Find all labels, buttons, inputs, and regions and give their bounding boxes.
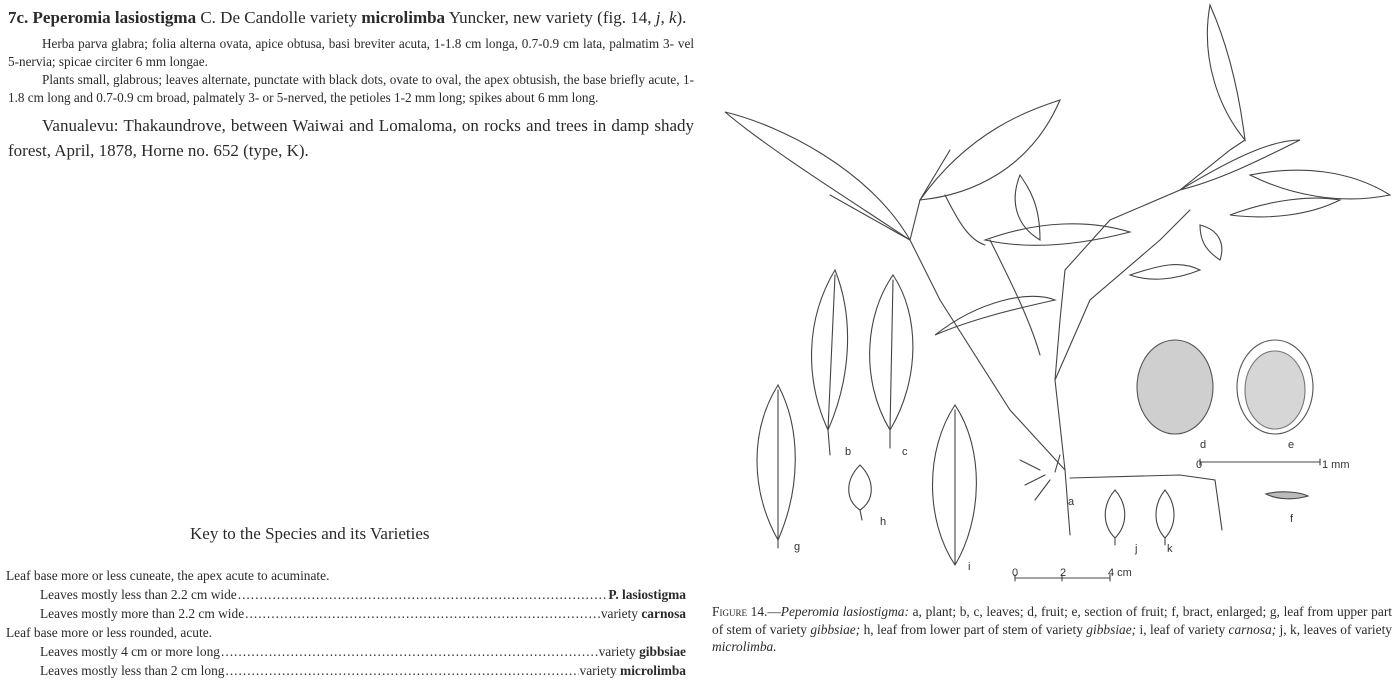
key-row-text: Leaves mostly 4 cm or more long [40,644,220,659]
label-b: b [845,446,852,458]
plant-leaf [1250,170,1390,199]
caption-microlimba: microlimba. [712,639,777,654]
plant-leaf [1130,265,1200,280]
key-row-result [580,661,686,680]
key-result-taxon: gibbsiae [639,644,686,659]
botanical-drawing [710,0,1400,600]
plant-leaf [935,296,1055,335]
leaf-h [849,465,872,520]
heading-fig-j: j [655,8,661,27]
key-title: Key to the Species and its Varieties [190,524,430,543]
figure-14-illustration [710,0,1400,600]
key-result-taxon: microlimba [620,663,686,678]
key-row-text: Leaf base more or less rounded, acute. [6,625,212,640]
plant-leaf [1200,225,1222,260]
key-row-text: Leaves mostly more than 2.2 cm wide [40,606,245,621]
label-e: e [1288,439,1295,451]
key-row-text: Leaves mostly less than 2 cm long [40,663,225,678]
species-heading [8,6,694,29]
plant-stem-4 [830,195,910,240]
label-f: f [1290,513,1294,525]
key-result-taxon: carnosa [641,606,686,621]
leaf-i [933,405,977,565]
leader-dots [238,585,608,604]
plant-leaf [725,112,910,240]
english-description: Plants small, glabrous; leaves alternate, punctate with black dots, ovate to oval, the apex obtusish, the base briefly acute, 1-1.8 cm long and 0.7-0.9 cm broad, palmately 3- or 5-nerved, the petioles 1-2 mm long; spikes about 6 mm long. [8,72,694,105]
text-column [8,6,694,163]
key-result-taxon: P. lasiostigma [608,587,686,602]
caption-gibbsiae-2: gibbsiae; [1086,621,1137,637]
plant-leaf [985,224,1130,245]
key-row-result [601,604,686,623]
leaf-c [870,275,913,448]
key-row [6,661,686,680]
caption-dash: — [767,604,781,619]
scale-mm-label: 1 mm [1322,459,1350,471]
key-row-result [608,585,686,604]
key-row-text: Leaf base more or less cuneate, the apex acute to acuminate. [6,568,330,583]
key-row [6,604,686,623]
label-h: h [880,516,887,528]
key-row [6,585,686,604]
latin-description: Herba parva glabra; folia alterna ovata, apice obtusa, basi breviter acuta, 1-1.8 cm longa, 0.7-0.9 cm lata, palmatim 3- vel 5-nervia; spicae circiter 6 mm longae. [8,36,694,69]
caption-gibbsiae-1: gibbsiae; [810,621,861,637]
heading-species: Peperomia lasiostigma [32,8,197,27]
leaf-b [812,270,848,455]
plant-leaf [920,100,1060,200]
heading-fig-close: ). [676,8,687,27]
heading-variety: microlimba [361,8,446,27]
label-a: a [1068,496,1075,508]
plant-stem [910,150,1070,535]
specimen-citation: Vanualevu: Thakaundrove, between Waiwai and Lomaloma, on rocks and trees in damp shady forest, April, 1878, Horne no. 652 (type, K). [8,116,694,160]
caption-carnosa: carnosa; [1228,621,1277,637]
label-c: c [902,446,908,458]
heading-fig-sep: , [660,8,665,27]
scale-cm-0: 0 [1012,567,1019,579]
fruit-d [1137,340,1213,434]
plant-leaf [945,195,985,245]
label-d: d [1200,439,1207,451]
heading-fig-k: k [668,8,677,27]
plant-leaf [1180,140,1300,190]
plant-leaf [1230,198,1340,217]
figure-caption [712,603,1392,656]
plant-roots [1020,455,1060,500]
leaf-k [1156,490,1174,545]
leaf-j [1105,490,1125,545]
leader-dots [245,604,600,623]
caption-part-3: i, leaf of variety [1136,621,1229,637]
heading-author: C. De Candolle variety [200,8,358,27]
heading-variety-author: Yuncker, new variety (fig. 14, [448,8,652,27]
key-result-prefix: variety [600,606,642,621]
caption-species: Peperomia lasiostigma: [780,604,909,619]
scale-cm-2: 2 [1060,567,1067,579]
bract-f [1266,492,1308,499]
key-row-result [599,642,686,661]
key-row [6,566,686,585]
plant-leaf [1207,5,1245,140]
label-j: j [1135,543,1138,555]
leaf-g [757,385,795,548]
leader-dots [225,661,578,680]
label-g: g [794,541,801,553]
label-i: i [968,561,971,573]
key-row [6,642,686,661]
key-row [6,623,686,642]
heading-number: 7c. [8,8,29,27]
scale-cm-4: 4 cm [1108,567,1132,579]
scale-bar-mm [1200,459,1320,465]
label-k: k [1167,543,1173,555]
caption-part-4: j, k, leaves of variety [1276,621,1392,637]
key-result-prefix: variety [598,644,640,659]
key-result-prefix: variety [579,663,621,678]
caption-part-2: h, leaf from lower part of stem of variety [860,621,1087,637]
leader-dots [221,642,598,661]
caption-fig: Figure 14. [712,604,768,619]
plant-stem-5 [1070,475,1222,530]
species-key [6,566,686,680]
caption-part-1: a, plant; b, c, leaves; d, fruit; e, section of fruit; f, bract, enlarged; g, leaf from upper part of stem of variety [712,604,1393,637]
scale-mm-zero: 0 [1196,459,1203,471]
key-row-text: Leaves mostly less than 2.2 cm wide [40,587,237,602]
fruit-section-inner [1245,351,1305,429]
